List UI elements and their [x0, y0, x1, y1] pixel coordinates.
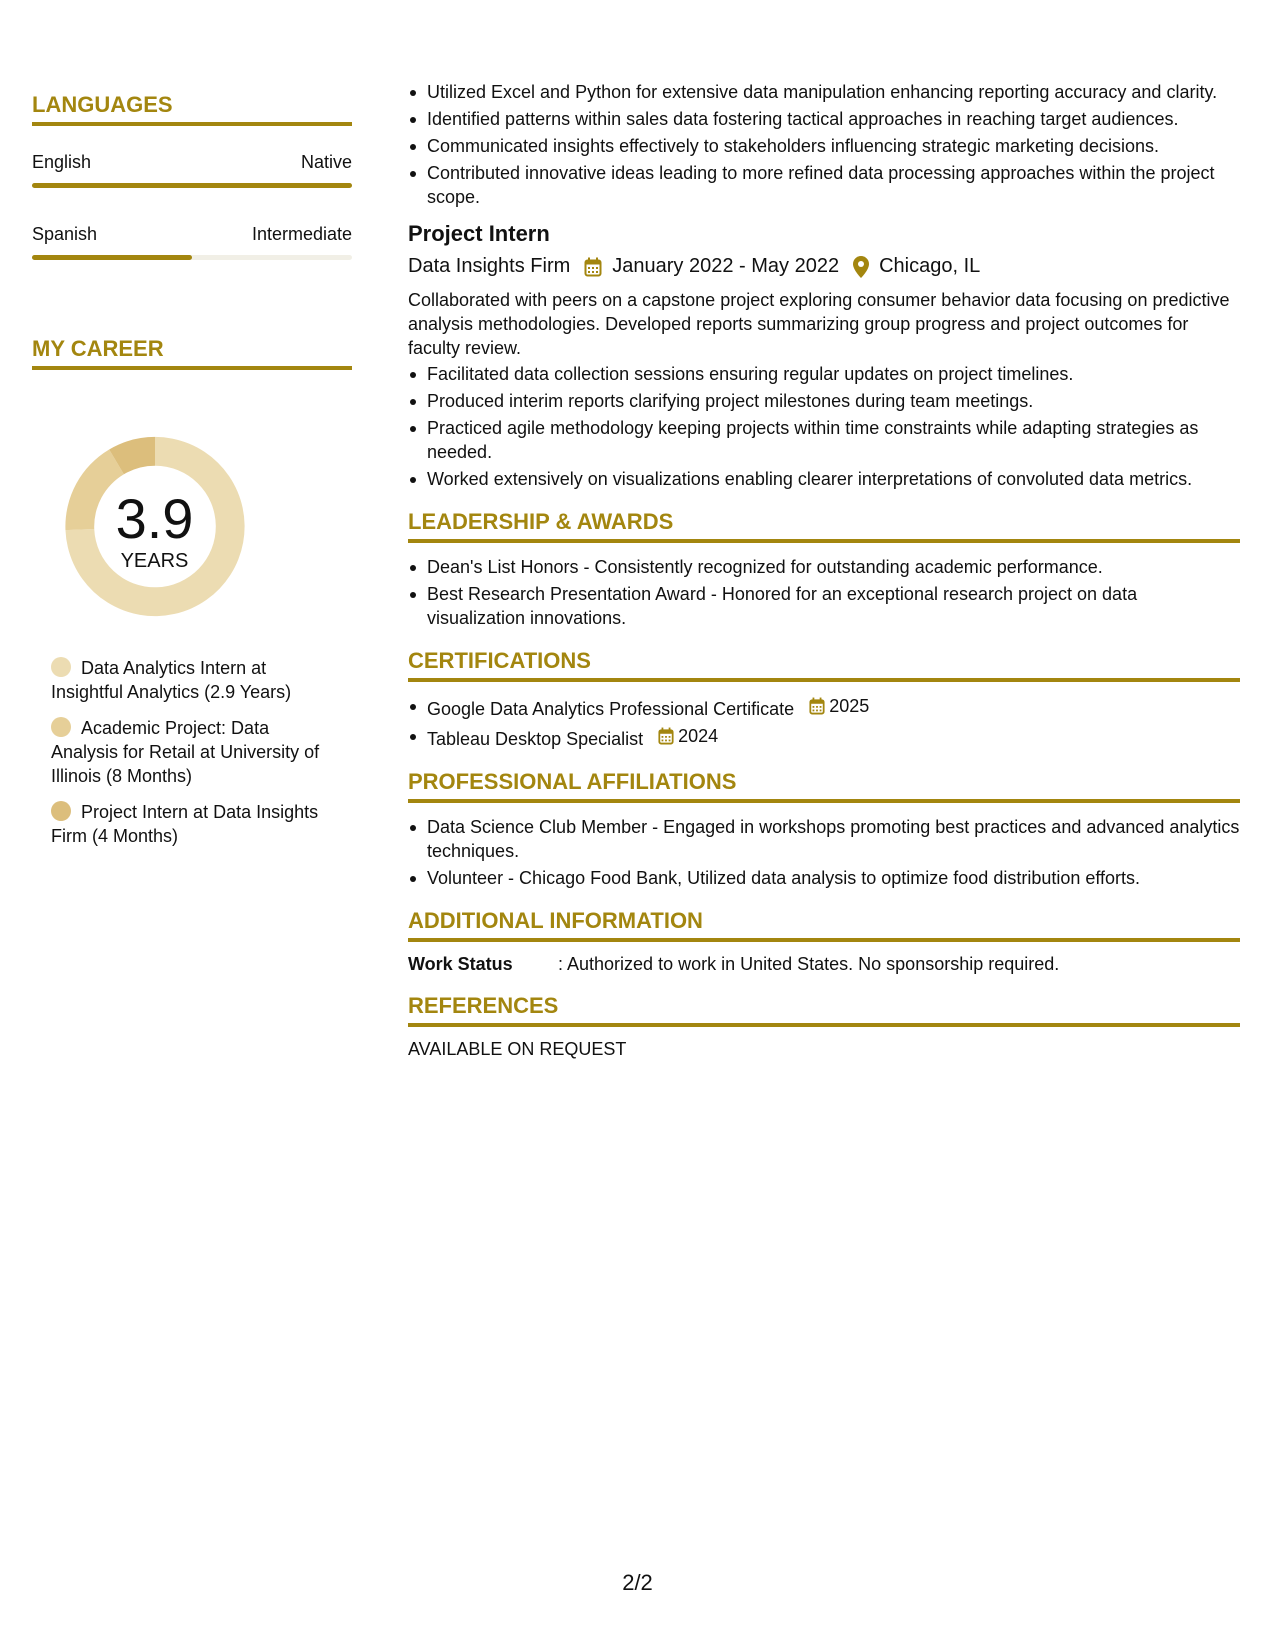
list-item: Data Science Club Member - Engaged in workshops promoting best practices and advanced analytics techniques.: [408, 815, 1240, 863]
additional-section: [408, 908, 1240, 975]
career-title: MY CAREER: [32, 336, 352, 370]
job-meta: [408, 255, 1240, 278]
right-column: [408, 80, 1240, 1060]
legend-label: Data Analytics Intern at Insightful Analytics (2.9 Years): [51, 658, 292, 702]
job-company: Data Insights Firm: [408, 255, 571, 277]
left-column: [32, 92, 352, 860]
career-total-unit: YEARS: [120, 550, 189, 572]
language-bar: [32, 255, 352, 260]
legend-label: Academic Project: Data Analysis for Retail at University of Illinois (8 Months): [51, 718, 320, 786]
list-item: Identified patterns within sales data fostering tactical approaches in reaching target audiences.: [408, 107, 1240, 131]
list-item: Communicated insights effectively to stakeholders influencing strategic marketing decisions.: [408, 134, 1240, 158]
references-text: AVAILABLE ON REQUEST: [408, 1039, 627, 1059]
list-item: Utilized Excel and Python for extensive data manipulation enhancing reporting accuracy and clarity.: [408, 80, 1240, 104]
additional-title: ADDITIONAL INFORMATION: [408, 908, 1240, 942]
career-section: [32, 336, 352, 848]
language-bar: [32, 183, 352, 188]
affiliations-section: [408, 769, 1240, 890]
page-number: 2/2: [622, 1570, 653, 1595]
certifications-title: CERTIFICATIONS: [408, 648, 1240, 682]
cert-name: Tableau Desktop Specialist: [427, 729, 644, 749]
certifications-section: [408, 648, 1240, 751]
list-item: Volunteer - Chicago Food Bank, Utilized data analysis to optimize food distribution efforts.: [408, 866, 1240, 890]
legend-item: [51, 716, 331, 788]
job-dates: January 2022 - May 2022: [612, 255, 840, 277]
legend-item: [51, 800, 331, 848]
job-title: Project Intern: [408, 221, 550, 246]
leadership-title: LEADERSHIP & AWARDS: [408, 509, 1240, 543]
job-description: Collaborated with peers on a capstone project exploring consumer behavior data focusing on predictive analysis methodologies. Developed reports summarizing group progress and project outcomes for faculty review.: [408, 290, 1230, 358]
references-section: [408, 993, 1240, 1060]
language-name: Spanish: [32, 224, 98, 244]
work-status-label: Work Status: [408, 954, 513, 974]
career-legend: [32, 656, 352, 848]
career-total-value: 3.9: [115, 487, 194, 550]
list-item: [408, 724, 1240, 751]
legend-dot: [51, 657, 71, 677]
language-name: English: [32, 152, 92, 172]
language-bar-fill: [32, 255, 192, 260]
legend-label: Project Intern at Data Insights Firm (4 Months): [51, 802, 319, 846]
legend-dot: [51, 801, 71, 821]
cert-name: Google Data Analytics Professional Certificate: [427, 699, 795, 719]
cert-year: 2024: [678, 726, 719, 746]
list-item: Worked extensively on visualizations enabling clearer interpretations of convoluted data metrics.: [408, 467, 1240, 491]
language-level: Native: [300, 152, 352, 172]
calendar-icon: [658, 727, 674, 745]
location-pin-icon: [853, 256, 869, 278]
language-bar-fill: [32, 183, 352, 188]
cert-year: 2025: [829, 696, 870, 716]
language-english: [32, 152, 352, 188]
list-item: Dean's List Honors - Consistently recognized for outstanding academic performance.: [408, 555, 1240, 579]
languages-title: LANGUAGES: [32, 92, 352, 126]
calendar-icon: [809, 697, 825, 715]
work-status-row: [408, 954, 1240, 975]
job-location: Chicago, IL: [879, 255, 981, 277]
language-level: Intermediate: [251, 224, 352, 244]
career-donut: [32, 398, 352, 638]
legend-dot: [51, 717, 71, 737]
list-item: [408, 694, 1240, 721]
list-item: Practiced agile methodology keeping projects within time constraints while adapting strategies as needed.: [408, 416, 1240, 464]
list-item: Facilitated data collection sessions ensuring regular updates on project timelines.: [408, 362, 1240, 386]
leadership-section: [408, 509, 1240, 630]
legend-item: [51, 656, 331, 704]
job-bullets: [408, 362, 1240, 491]
list-item: Best Research Presentation Award - Honored for an exceptional research project on data visualization innovations.: [408, 582, 1240, 630]
experience-bullets: [408, 80, 1240, 209]
list-item: Contributed innovative ideas leading to more refined data processing approaches within the project scope.: [408, 161, 1240, 209]
references-title: REFERENCES: [408, 993, 1240, 1027]
language-spanish: [32, 224, 352, 260]
work-status-value: : Authorized to work in United States. No sponsorship required.: [558, 954, 1060, 974]
calendar-icon: [584, 257, 602, 277]
list-item: Produced interim reports clarifying project milestones during team meetings.: [408, 389, 1240, 413]
affiliations-title: PROFESSIONAL AFFILIATIONS: [408, 769, 1240, 803]
